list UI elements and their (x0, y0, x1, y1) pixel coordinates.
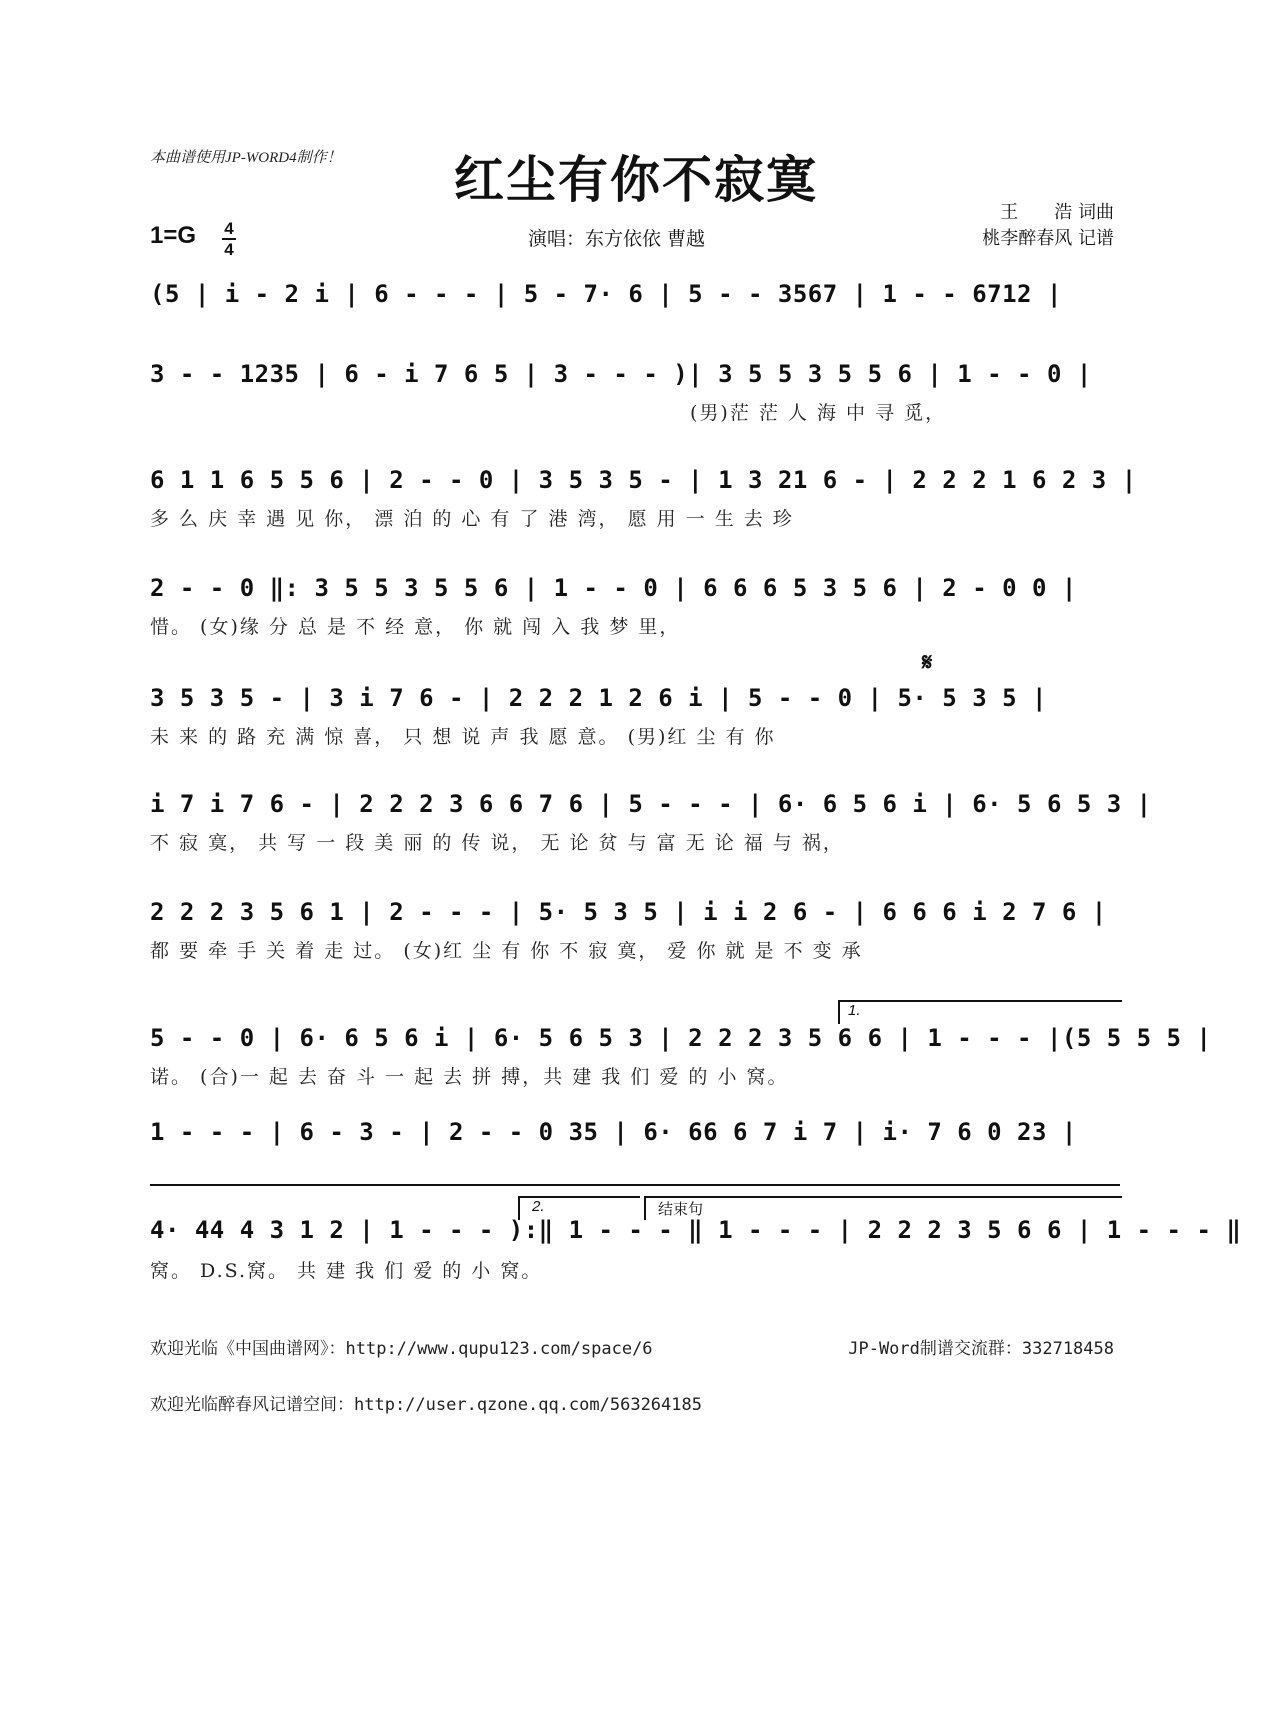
footer-group-info: JP-Word制谱交流群：332718458 (848, 1339, 1114, 1359)
key-signature: 1=G (150, 222, 197, 249)
volta-2-label: 2. (532, 1198, 545, 1215)
lyrics-system-8: 诺。 (合)一 起 去 奋 斗 一 起 去 拼 搏，共 建 我 们 爱 的 小 窝。 (150, 1066, 789, 1088)
lyrics-system-3: 多 么 庆 幸 遇 见 你， 漂 泊 的 心 有 了 港 湾， 愿 用 一 生 去 珍 (150, 508, 794, 530)
song-title: 红尘有你不寂寞 (454, 150, 818, 209)
notator-credit: 桃李醉春风 记谱 (982, 228, 1114, 249)
notation-system-7: 2 2 2 3 5 6 1 | 2 - - - | 5· 5 3 5 | i i 2 6 - | 6 6 6 i 2 7 6 | (150, 898, 1107, 926)
notation-system-5: 3 5 3 5 - | 3 i 7 6 - | 2 2 2 1 2 6 i | 5 - - 0 | 5· 5 3 5 | (150, 684, 1047, 712)
time-denominator: 4 (224, 240, 234, 259)
notation-system-2: 3 - - 1235 | 6 - i 7 6 5 | 3 - - - )| 3 5 5 3 5 5 6 | 1 - - 0 | (150, 360, 1092, 388)
notation-system-4: 2 - - 0 ‖: 3 5 5 3 5 5 6 | 1 - - 0 | 6 6 6 5 3 5 6 | 2 - 0 0 | (150, 574, 1077, 602)
segno-sign: 𝄋 (922, 648, 933, 676)
lyrics-system-2: (男)茫 茫 人 海 中 寻 觅， (690, 402, 947, 424)
notation-system-9: 1 - - - | 6 - 3 - | 2 - - 0 35 | 6· 66 6 7 i 7 | i· 7 6 0 23 | (150, 1118, 1077, 1146)
time-numerator: 4 (224, 219, 234, 238)
singer-credit: 演唱：东方依依 曹越 (528, 228, 706, 250)
composer-credit: 王 浩 词曲 (1000, 202, 1114, 223)
ending-label: 结束句 (658, 1201, 704, 1218)
lyrics-system-4: 惜。 (女)缘 分 总 是 不 经 意， 你 就 闯 入 我 梦 里， (150, 616, 681, 638)
lyrics-system-10: 窝。 D.S.窝。 共 建 我 们 爱 的 小 窝。 (150, 1260, 543, 1282)
lyrics-system-5: 未 来 的 路 充 满 惊 喜， 只 想 说 声 我 愿 意。 (男)红 尘 有 你 (150, 726, 776, 748)
volta-bracket-1 (838, 1000, 1122, 1024)
footer-site-link[interactable]: 欢迎光临《中国曲谱网》：http://www.qupu123.com/space/6 (150, 1339, 653, 1359)
notation-system-1: (5 | i - 2 i | 6 - - - | 5 - 7· 6 | 5 - - 3567 | 1 - - 6712 | (150, 280, 1062, 308)
time-signature (222, 220, 236, 258)
notation-system-10: 4· 44 4 3 1 2 | 1 - - - ):‖ 1 - - - ‖ 1 - - - | 2 2 2 3 5 6 6 | 1 - - - ‖ (150, 1216, 1242, 1244)
watermark-text: 本曲谱使用JP-WORD4制作！ (150, 150, 342, 166)
footer-qzone-link[interactable]: 欢迎光临醉春风记谱空间：http://user.qzone.qq.com/563264185 (150, 1395, 702, 1415)
system-rule (150, 1184, 1120, 1186)
lyrics-system-7: 都 要 牵 手 关 着 走 过。 (女)红 尘 有 你 不 寂 寞， 爱 你 就 是 不 变 承 (150, 940, 863, 962)
notation-system-6: i 7 i 7 6 - | 2 2 2 3 6 6 7 6 | 5 - - - | 6· 6 5 6 i | 6· 5 6 5 3 | (150, 790, 1152, 818)
notation-system-3: 6 1 1 6 5 5 6 | 2 - - 0 | 3 5 3 5 - | 1 3 21 6 - | 2 2 2 1 6 2 3 | (150, 466, 1137, 494)
notation-system-8: 5 - - 0 | 6· 6 5 6 i | 6· 5 6 5 3 | 2 2 2 3 5 6 6 | 1 - - - |(5 5 5 5 | (150, 1024, 1212, 1052)
volta-1-label: 1. (848, 1002, 861, 1019)
lyrics-system-6: 不 寂 寞， 共 写 一 段 美 丽 的 传 说， 无 论 贫 与 富 无 论 福 与 祸， (150, 832, 844, 854)
